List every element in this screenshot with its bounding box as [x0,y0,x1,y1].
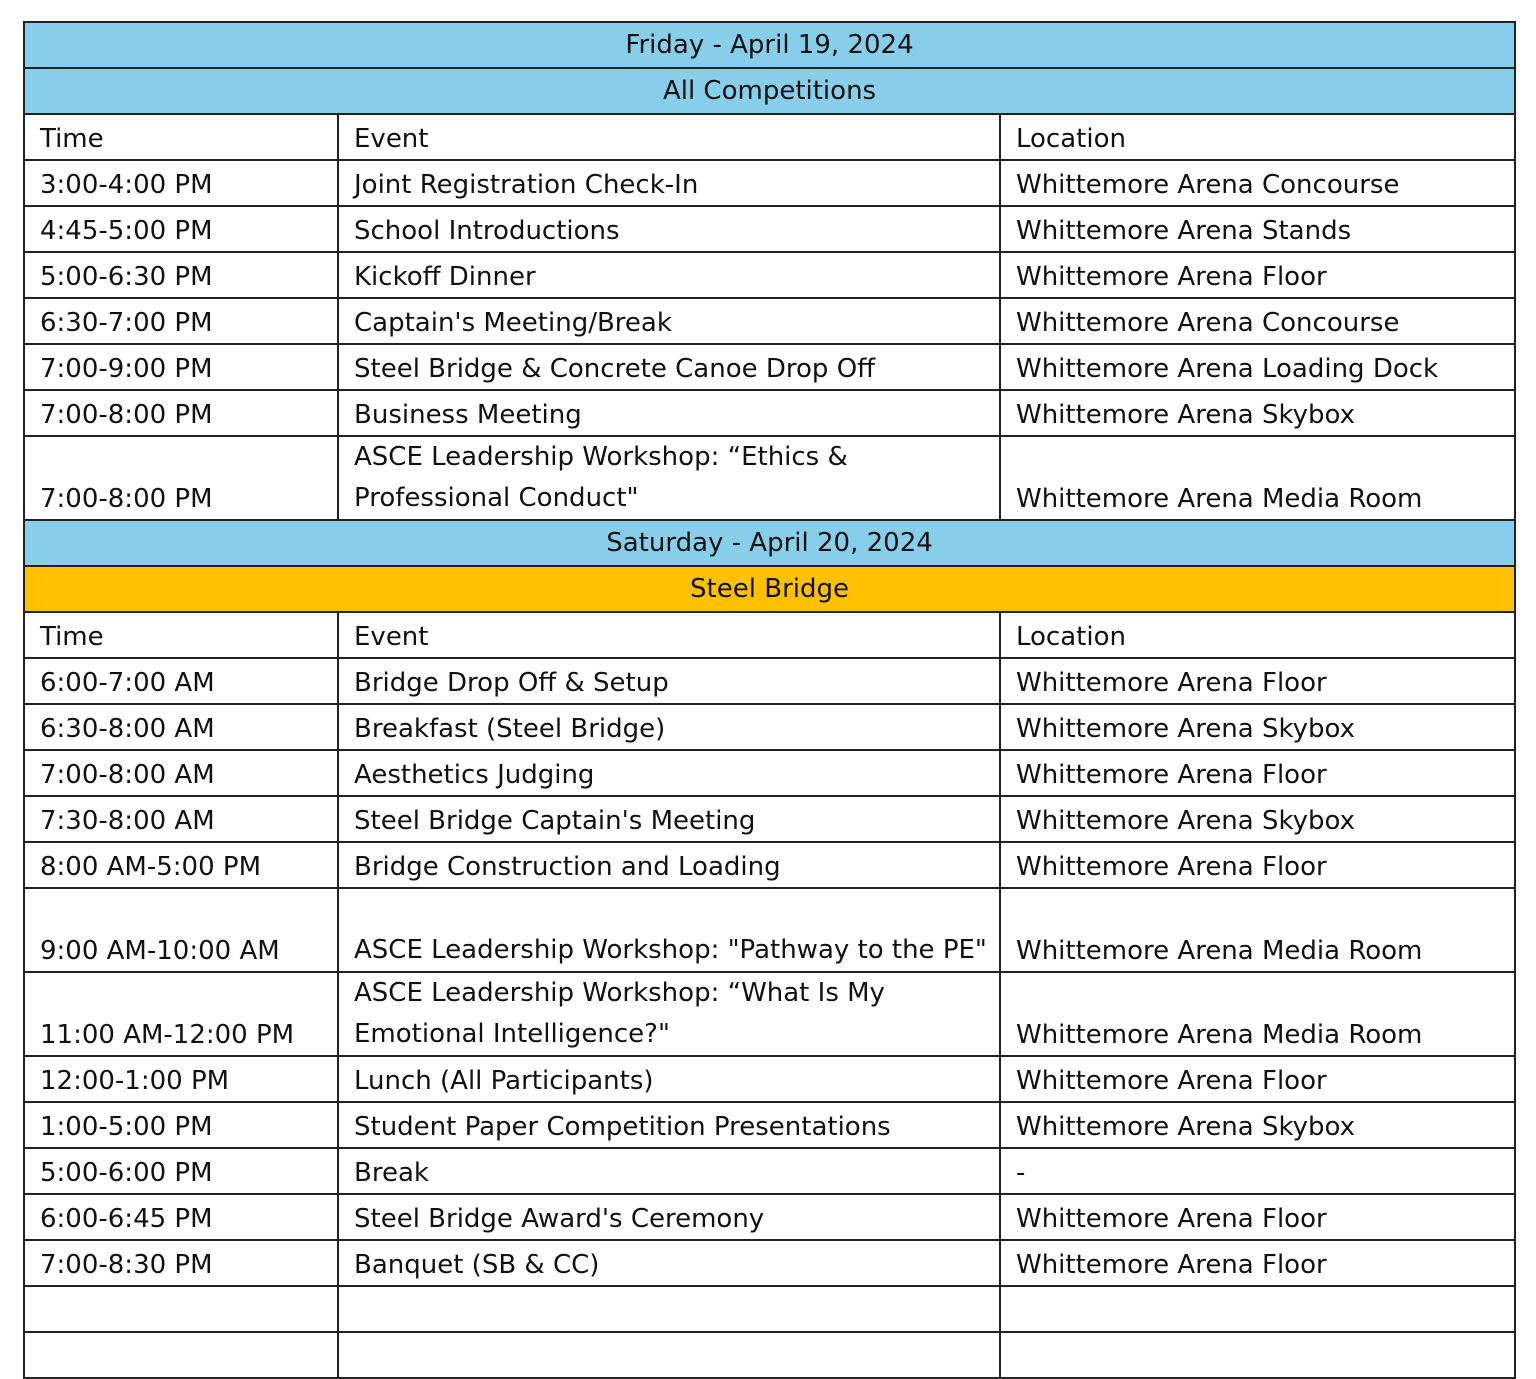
time-cell: 7:00-9:00 PM [24,344,338,390]
location-cell: Whittemore Arena Floor [1000,842,1515,888]
column-header-event: Event [338,114,1000,160]
event-cell: ASCE Leadership Workshop: "Pathway to the PE" [338,888,1000,972]
time-cell: 11:00 AM-12:00 PM [24,972,338,1056]
time-cell: 4:45-5:00 PM [24,206,338,252]
day-header-friday [24,22,1515,68]
column-header-row [24,114,1515,160]
location-cell: Whittemore Arena Media Room [1000,972,1515,1056]
column-header-row [24,612,1515,658]
event-cell: Steel Bridge Captain's Meeting [338,796,1000,842]
location-cell: Whittemore Arena Loading Dock [1000,344,1515,390]
location-cell [1000,1332,1515,1378]
table-row-empty [24,1332,1515,1378]
event-cell [338,1332,1000,1378]
day-header-saturday [24,520,1515,566]
event-cell: Steel Bridge Award's Ceremony [338,1194,1000,1240]
table-row [24,252,1515,298]
event-cell: Kickoff Dinner [338,252,1000,298]
time-cell: 3:00-4:00 PM [24,160,338,206]
time-cell: 6:00-6:45 PM [24,1194,338,1240]
time-cell: 8:00 AM-5:00 PM [24,842,338,888]
column-header-event: Event [338,612,1000,658]
table-row [24,1240,1515,1286]
time-cell: 1:00-5:00 PM [24,1102,338,1148]
location-cell: Whittemore Arena Stands [1000,206,1515,252]
location-cell: Whittemore Arena Floor [1000,1240,1515,1286]
column-header-time: Time [24,114,338,160]
table-row [24,1194,1515,1240]
table-row [24,796,1515,842]
time-cell: 6:30-8:00 AM [24,704,338,750]
event-cell: Banquet (SB & CC) [338,1240,1000,1286]
day-title: Friday - April 19, 2024 [24,22,1515,68]
event-cell: Lunch (All Participants) [338,1056,1000,1102]
time-cell: 7:00-8:30 PM [24,1240,338,1286]
table-row [24,344,1515,390]
time-cell: 7:00-8:00 PM [24,436,338,520]
location-cell: Whittemore Arena Floor [1000,658,1515,704]
column-header-time: Time [24,612,338,658]
event-cell: Breakfast (Steel Bridge) [338,704,1000,750]
time-cell: 12:00-1:00 PM [24,1056,338,1102]
event-cell: Bridge Drop Off & Setup [338,658,1000,704]
table-row [24,658,1515,704]
table-row [24,160,1515,206]
event-cell: School Introductions [338,206,1000,252]
event-cell: Student Paper Competition Presentations [338,1102,1000,1148]
location-cell: Whittemore Arena Floor [1000,1194,1515,1240]
time-cell: 7:00-8:00 AM [24,750,338,796]
event-cell: Aesthetics Judging [338,750,1000,796]
event-cell: Steel Bridge & Concrete Canoe Drop Off [338,344,1000,390]
time-cell: 7:30-8:00 AM [24,796,338,842]
time-cell: 6:00-7:00 AM [24,658,338,704]
location-cell: Whittemore Arena Floor [1000,1056,1515,1102]
time-cell: 7:00-8:00 PM [24,390,338,436]
time-cell [24,1286,338,1332]
table-row [24,750,1515,796]
table-row [24,436,1515,520]
table-row [24,206,1515,252]
time-cell: 9:00 AM-10:00 AM [24,888,338,972]
table-row [24,972,1515,1056]
time-cell: 5:00-6:00 PM [24,1148,338,1194]
location-cell: Whittemore Arena Concourse [1000,298,1515,344]
location-cell: Whittemore Arena Skybox [1000,704,1515,750]
location-cell [1000,1286,1515,1332]
column-header-location: Location [1000,612,1515,658]
table-row [24,390,1515,436]
time-cell: 6:30-7:00 PM [24,298,338,344]
table-row [24,1056,1515,1102]
event-cell: Business Meeting [338,390,1000,436]
table-row [24,888,1515,972]
section-title: Steel Bridge [24,566,1515,612]
time-cell: 5:00-6:30 PM [24,252,338,298]
event-cell: Captain's Meeting/Break [338,298,1000,344]
location-cell: Whittemore Arena Media Room [1000,436,1515,520]
section-header-all-competitions [24,68,1515,114]
location-cell: - [1000,1148,1515,1194]
section-title: All Competitions [24,68,1515,114]
table-row [24,1148,1515,1194]
section-header-steel-bridge [24,566,1515,612]
location-cell: Whittemore Arena Media Room [1000,888,1515,972]
table-row-empty [24,1286,1515,1332]
schedule-table [23,21,1516,1379]
table-row [24,704,1515,750]
event-cell [338,1286,1000,1332]
day-title: Saturday - April 20, 2024 [24,520,1515,566]
event-cell: ASCE Leadership Workshop: “What Is My Emotional Intelligence?" [338,972,1000,1056]
location-cell: Whittemore Arena Skybox [1000,390,1515,436]
time-cell [24,1332,338,1378]
table-row [24,1102,1515,1148]
table-row [24,842,1515,888]
column-header-location: Location [1000,114,1515,160]
event-cell: Joint Registration Check-In [338,160,1000,206]
location-cell: Whittemore Arena Skybox [1000,796,1515,842]
event-cell: Break [338,1148,1000,1194]
table-row [24,298,1515,344]
event-cell: ASCE Leadership Workshop: “Ethics & Professional Conduct" [338,436,1000,520]
event-cell: Bridge Construction and Loading [338,842,1000,888]
location-cell: Whittemore Arena Floor [1000,750,1515,796]
location-cell: Whittemore Arena Floor [1000,252,1515,298]
location-cell: Whittemore Arena Skybox [1000,1102,1515,1148]
location-cell: Whittemore Arena Concourse [1000,160,1515,206]
